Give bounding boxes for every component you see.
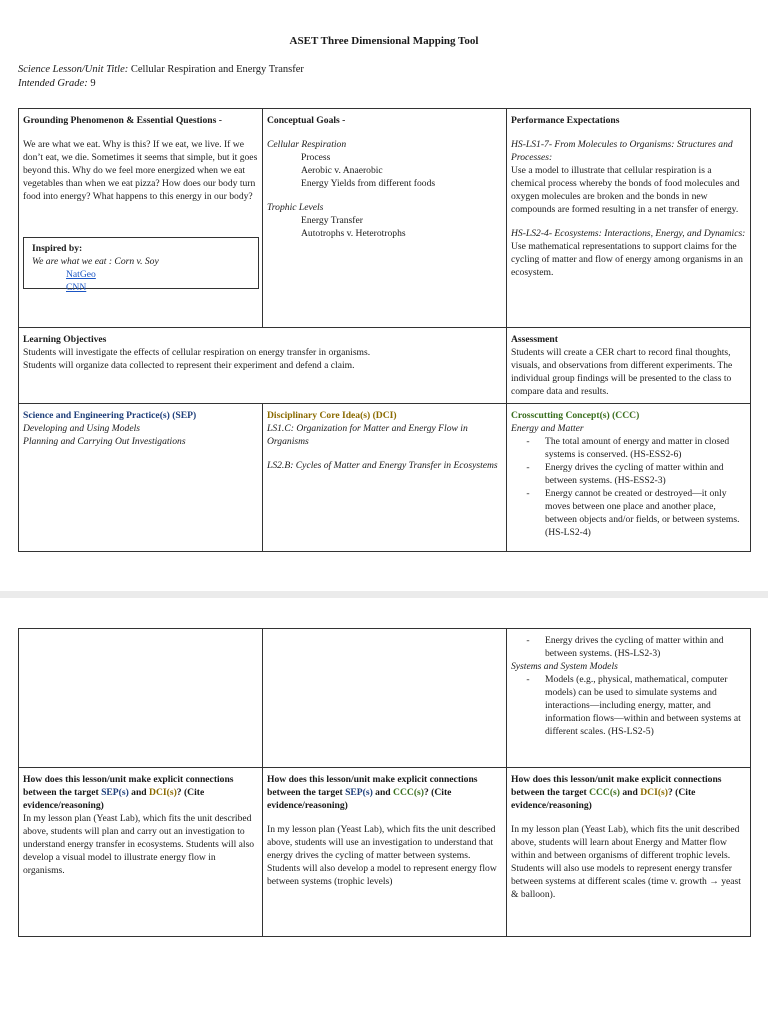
conceptual-heading: Conceptual Goals - <box>267 115 346 126</box>
inspired-text: We are what we eat : Corn v. Soy <box>32 256 159 267</box>
learning-objective: Students will organize data collected to represent their experiment and defend a claim. <box>23 360 355 371</box>
assessment-cell <box>506 327 751 404</box>
grade-value: 9 <box>87 78 96 89</box>
connection-answer: In my lesson plan (Yeast Lab), which fits the unit described above, students will learn about Energy and Matter flow within and between organisms of different trophic levels. Students will also use models to represent energy transfer between systems at different scales (time v. growth → yeast & balloon). <box>511 824 741 900</box>
connection-question: How does this lesson/unit make explicit connections between the target SEP(s) and CCC(s)? (Cite evidence/reasoning) <box>267 774 478 811</box>
pe2-title: HS-LS2-4- Ecosystems: Interactions, Energy, and Dynamics: <box>511 228 746 239</box>
learning-objectives-cell <box>18 327 507 404</box>
ccc-bullet: - Energy cannot be created or destroyed—it only moves between one place and another place, between objects and/or fields, or between systems. (HS-LS2-4) <box>526 488 740 538</box>
grade-line <box>18 78 96 89</box>
dci-cell <box>262 403 507 552</box>
natgeo-link[interactable]: NatGeo <box>66 269 96 280</box>
lesson-title-value: Cellular Respiration and Energy Transfer <box>128 64 304 75</box>
dci-item: LS2.B: Cycles of Matter and Energy Transfer in Ecosystems <box>267 460 498 471</box>
connection-question: How does this lesson/unit make explicit connections between the target SEP(s) and DCI(s)? (Cite evidence/reasoning) <box>23 774 234 811</box>
conceptual-item: Energy Transfer <box>301 215 363 226</box>
ccc-bullet: - Energy drives the cycling of matter within and between systems. (HS-ESS2-3) <box>526 462 724 486</box>
ccc-group-1: Energy and Matter <box>511 423 584 434</box>
lesson-title-label: Science Lesson/Unit Title: <box>18 64 129 75</box>
pe1-text: Use a model to illustrate that cellular respiration is a chemical process whereby the bonds of food molecules and oxygen molecules are broken and the bonds in new compounds are formed resulting in a net transfer of energy. <box>511 165 740 215</box>
sep-heading: Science and Engineering Practice(s) (SEP) <box>23 410 197 421</box>
conceptual-goals-cell <box>262 108 507 328</box>
conceptual-group-2: Trophic Levels <box>267 202 324 213</box>
sep-cell-continued <box>18 628 263 768</box>
performance-heading: Performance Expectations <box>511 115 620 126</box>
document-title: ASET Three Dimensional Mapping Tool <box>289 35 479 47</box>
pe1-title: HS-LS1-7- From Molecules to Organisms: Structures and Processes: <box>511 139 733 163</box>
dci-item: LS1.C: Organization for Matter and Energy Flow in Organisms <box>267 423 468 447</box>
cnn-link[interactable]: CNN <box>66 282 87 293</box>
sep-cell <box>18 403 263 552</box>
conceptual-group-1: Cellular Respiration <box>267 139 347 150</box>
ccc-cell-continued <box>506 628 751 768</box>
conceptual-item: Energy Yields from different foods <box>301 178 436 189</box>
page-2 <box>0 598 768 1024</box>
conceptual-item: Autotrophs v. Heterotrophs <box>301 228 406 239</box>
ccc-heading: Crosscutting Concept(s) (CCC) <box>511 410 640 421</box>
learning-heading: Learning Objectives <box>23 334 107 345</box>
conceptual-item: Aerobic v. Anaerobic <box>301 165 383 176</box>
assessment-heading: Assessment <box>511 334 558 345</box>
lesson-title-line <box>18 64 304 75</box>
pe2-text: Use mathematical representations to support claims for the cycling of matter and flow of energy among organisms in an ecosystem. <box>511 241 743 278</box>
grounding-cell <box>18 108 263 328</box>
inspired-heading: Inspired by: <box>32 243 83 254</box>
performance-expectations-cell <box>506 108 751 328</box>
ccc-cell <box>506 403 751 552</box>
grounding-text: We are what we eat. Why is this? If we eat, we live. If we don’t eat, we die. Sometimes it seems that simple, but it goes beyond this. Why do we feel more energized when we eat vegetables than when we eat pizza? How does our body turn food into energy? What happens to this energy in our body? <box>23 139 258 202</box>
conceptual-item: Process <box>301 152 331 163</box>
grounding-heading: Grounding Phenomenon & Essential Questions - <box>23 115 222 126</box>
grade-label: Intended Grade: <box>18 78 88 89</box>
dci-cell-continued <box>262 628 507 768</box>
connection-question: How does this lesson/unit make explicit connections between the target CCC(s) and DCI(s)? (Cite evidence/reasoning) <box>511 774 722 811</box>
connection-sep-ccc-cell <box>262 767 507 937</box>
connection-answer: In my lesson plan (Yeast Lab), which fits the unit described above, students will use an investigation to understand that energy drives the cycling of matter between systems. Students will also develop a model to represent energy flow between systems (trophic levels) <box>267 824 497 887</box>
dci-heading: Disciplinary Core Idea(s) (DCI) <box>267 410 397 421</box>
sep-item: Developing and Using Models <box>23 423 140 434</box>
learning-objective: Students will investigate the effects of cellular respiration on energy transfer in organisms. <box>23 347 371 358</box>
connection-sep-dci-cell <box>18 767 263 937</box>
assessment-text: Students will create a CER chart to record final thoughts, visuals, and observations from different experiments. The individual group findings will be presented to the class to compare data and results. <box>511 347 733 397</box>
ccc-bullet: - Models (e.g., physical, mathematical, computer models) can be used to simulate systems and interactions—including energy, matter, and information flows—within and between systems at different scales. (HS-LS2-5) <box>526 674 741 737</box>
ccc-group-2: Systems and System Models <box>511 661 618 672</box>
connection-ccc-dci-cell <box>506 767 751 937</box>
ccc-bullet: - The total amount of energy and matter in closed systems is conserved. (HS-ESS2-6) <box>526 436 730 460</box>
connection-answer: In my lesson plan (Yeast Lab), which fits the unit described above, students will plan and carry out an investigation to understand energy transfer in ecosystems. Students will also develop a visual model to illustrate energy flow in organisms. <box>23 813 255 876</box>
sep-item: Planning and Carrying Out Investigations <box>23 436 186 447</box>
ccc-bullet: - Energy drives the cycling of matter within and between systems. (HS-LS2-3) <box>526 635 724 659</box>
inspired-box <box>23 237 259 293</box>
